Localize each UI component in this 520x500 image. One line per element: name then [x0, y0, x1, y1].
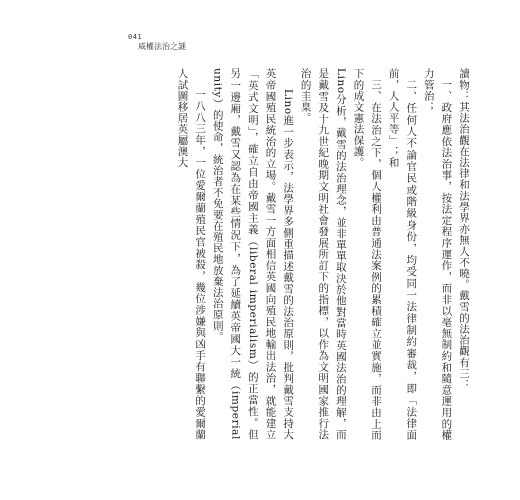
running-head — [128, 32, 186, 52]
list-item-principle-2: 二、任何人不論官民或階級身份，均受同一法律制約審裁，即「法律面前，人人平等」；和 — [387, 68, 418, 440]
paragraph-lino-analysis: Lino分析，戴雪的法治理念，並非單單取決於他對當時英國法治的理解，而是戴雪及十九世紀晚期文明社會發展所訂下的指標，以作為文明國家推行法治的圭臬。 — [299, 68, 347, 440]
paragraph-imperialism: Lino進一步表示，法學界多側重描述戴雪的法治原則，批判戴雪支持大英帝國殖民統治的立場。戴雪一方面相信英國向殖民地輸出法治，就能建立「英式文明」，確立自由帝國主義（liberal imperialism）的正當性。但另一邊廂，戴雪又認為在某些情況下，為了延續英帝國大一統（imperial unity）的使命，統治者不免要在殖民地放棄法治原則。 — [211, 68, 295, 440]
paragraph-1883: 一八八三年，一位愛爾蘭殖民官被殺，幾位涉嫌與凶手有聯繫的愛爾蘭人試圖移居英屬澳大 — [176, 68, 207, 440]
list-item-principle-3: 三、在法治之下，個人權利由普通法案例的累積確立並實施，而非由上而下的成文憲法保護。 — [352, 68, 383, 440]
paragraph-continuation: 讀物：其法治觀在法律和法學界亦無人不曉。戴雪的法治觀有三： — [458, 68, 470, 390]
page-number: 041 — [128, 33, 143, 41]
body-text — [176, 68, 472, 440]
list-item-principle-1: 一、政府應依法治事，按法定程序運作，而非以毫無制約和隨意運用的權力管治； — [422, 68, 453, 440]
book-title: 威權法治之謎 — [138, 42, 186, 51]
